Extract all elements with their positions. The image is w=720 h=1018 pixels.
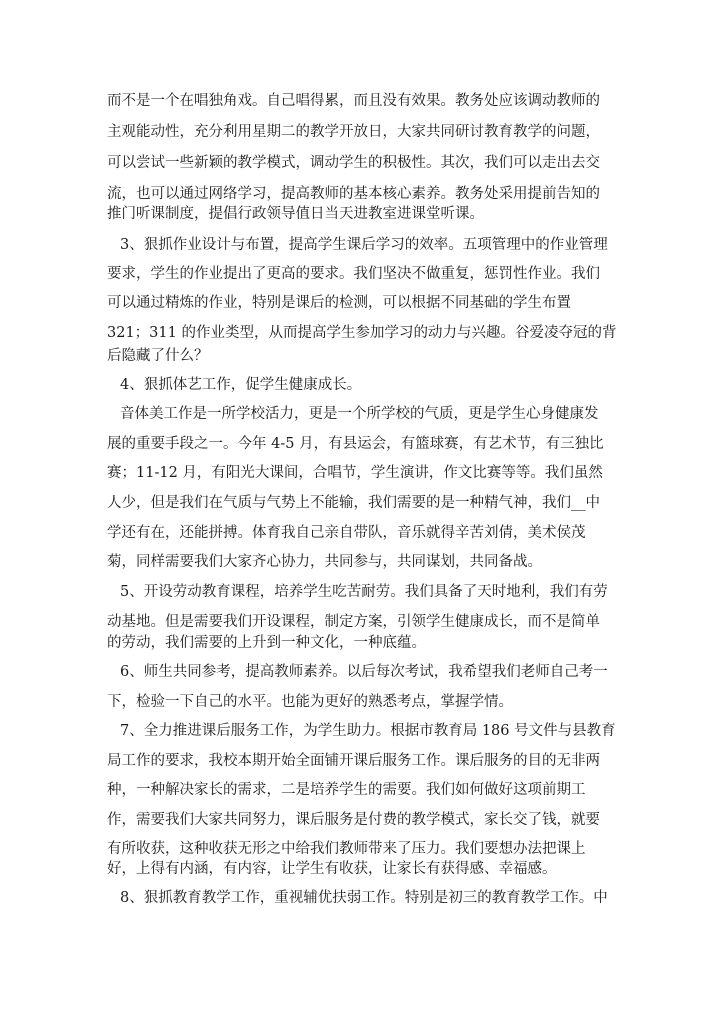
text-line: 菊，同样需要我们大家齐心协力，共同参与，共同谋划，共同备战。	[107, 554, 542, 570]
text-line: 作，需要我们大家共同努力，课后服务是付费的教学模式，家长交了钱，就要	[107, 812, 600, 828]
text-line: 人少，但是我们在气质与气势上不能输，我们需要的是一种精气神，我们__中	[107, 495, 600, 511]
paragraph-heading: 7、全力推进课后服务工作，为学生助力。根据市教育局 186 号文件与县教育	[120, 723, 616, 739]
text-line: 流，也可以通过网络学习，提高教师的基本核心素养。教务处采用提前告知的	[107, 186, 600, 202]
paragraph-heading: 3、狠抓作业设计与布置，提高学生课后学习的效率。五项管理中的作业管理	[120, 237, 608, 253]
text-line: 而不是一个在唱独角戏。自己唱得累，而且没有效果。教务处应该调动教师的	[107, 93, 600, 109]
text-line: 推门听课制度，提倡行政领导值日当天进教室进课堂听课。	[107, 206, 484, 222]
text-line: 种，一种解决家长的需求，二是培养学生的需要。我们如何做好这项前期工	[107, 782, 586, 798]
text-line: 的劳动，我们需要的上升到一种文化，一种底蕴。	[107, 635, 426, 651]
paragraph-heading: 5、开设劳动教育课程，培养学生吃苦耐劳。我们具备了天时地利，我们有劳	[120, 584, 608, 600]
text-line: 后隐藏了什么？	[107, 348, 209, 364]
paragraph-heading: 6、师生共同参考，提高教师素养。以后每次考试，我希望我们老师自己考一	[120, 664, 608, 680]
text-line: 局工作的要求，我校本期开始全面铺开课后服务工作。课后服务的目的无非两	[107, 753, 600, 769]
text-line: 动基地。但是需要我们开设课程，制定方案，引领学生健康成长，而不是简单	[107, 614, 600, 630]
text-line: 学还有在，还能拼搏。体育我自己亲自带队，音乐就得辛苦刘倩，美术侯茂	[107, 525, 586, 541]
text-line: 下，检验一下自己的水平。也能为更好的熟悉考点，掌握学情。	[107, 694, 513, 710]
text-line: 展的重要手段之一。今年 4-5 月，有县运会，有篮球赛，有艺术节，有三独比	[107, 436, 604, 452]
text-line: 赛；11-12 月，有阳光大课间，合唱节，学生演讲，作文比赛等等。我们虽然	[107, 465, 603, 481]
text-line: 好，上得有内涵，有内容，让学生有收获，让家长有获得感、幸福感。	[107, 861, 557, 877]
text-line: 321；311 的作业类型，从而提高学生参加学习的动力与兴趣。谷爱凌夺冠的背	[107, 325, 617, 341]
paragraph-heading: 8、狠抓教育教学工作，重视辅优扶弱工作。特别是初三的教育教学工作。中	[120, 890, 608, 906]
text-line: 音体美工作是一所学校活力，更是一个所学校的气质，更是学生心身健康发	[120, 406, 599, 422]
text-line: 要求，学生的作业提出了更高的要求。我们坚决不做重复，惩罚性作业。我们	[107, 266, 600, 282]
paragraph-heading: 4、狠抓体艺工作，促学生健康成长。	[120, 377, 362, 393]
text-line: 有所收获，这种收获无形之中给我们教师带来了压力。我们要想办法把课上	[107, 841, 586, 857]
text-line: 可以通过精炼的作业，特别是课后的检测，可以根据不同基础的学生布置	[107, 295, 571, 311]
text-line: 主观能动性，充分利用星期二的教学开放日，大家共同研讨教育教学的问题，	[107, 124, 600, 140]
text-line: 可以尝试一些新颖的教学模式，调动学生的积极性。其次，我们可以走出去交	[107, 155, 600, 171]
